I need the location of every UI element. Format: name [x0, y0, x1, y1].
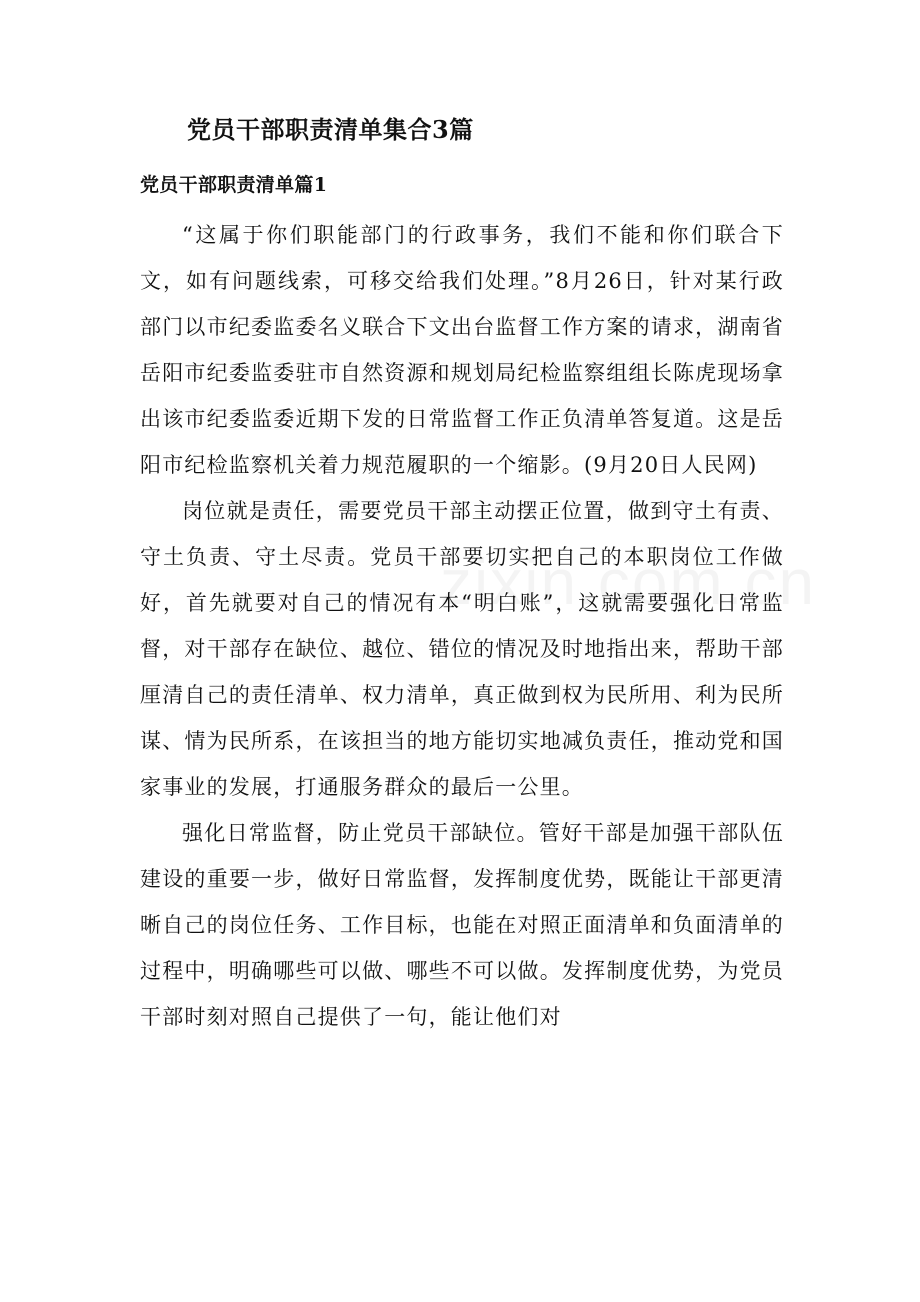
paragraph-2: 岗位就是责任，需要党员干部主动摆正位置，做到守土有责、守土负责、守土尽责。党员干部要切实把自己的本职岗位工作做好，首先就要对自己的情况有本“明白账”，这就需要强化日常监督，对干部存在缺位、越位、错位的情况及时地指出来，帮助干部厘清自己的责任清单、权力清单，真正做到权为民所用、利为民所谋、情为民所系，在该担当的地方能切实地减负责任，推动党和国家事业的发展，打通服务群众的最后一公里。	[140, 499, 784, 799]
document-title: 党员干部职责清单集合3篇	[187, 115, 474, 144]
document-body	[140, 212, 784, 1040]
paragraph-3: 强化日常监督，防止党员干部缺位。管好干部是加强干部队伍建设的重要一步，做好日常监督，发挥制度优势，既能让干部更清晰自己的岗位任务、工作目标，也能在对照正面清单和负面清单的过程中，明确哪些可以做、哪些不可以做。发挥制度优势，为党员干部时刻对照自己提供了一句，能让他们对	[140, 821, 784, 1029]
paragraph-1: “这属于你们职能部门的行政事务，我们不能和你们联合下文，如有问题线索，可移交给我们处理。”8月26日，针对某行政部门以市纪委监委名义联合下文出台监督工作方案的请求，湖南省岳阳市纪委监委驻市自然资源和规划局纪检监察组组长陈虎现场拿出该市纪委监委近期下发的日常监督工作正负清单答复道。这是岳阳市纪检监察机关着力规范履职的一个缩影。(9月20日人民网)	[140, 223, 784, 477]
section-heading: 党员干部职责清单篇1	[140, 174, 328, 196]
